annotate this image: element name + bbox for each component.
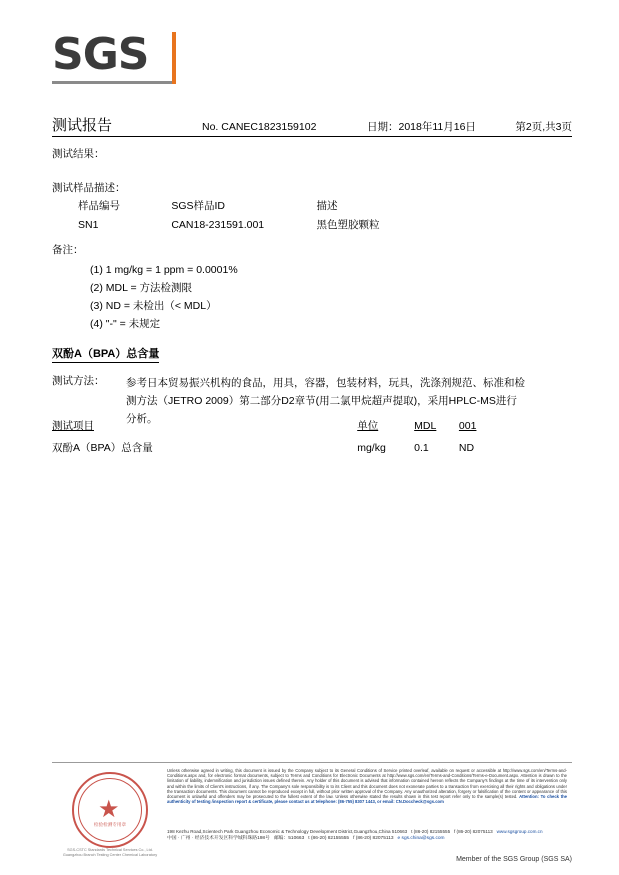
table-header-row — [52, 418, 520, 436]
result-table — [52, 418, 520, 455]
report-header-row — [52, 114, 572, 135]
table-row — [78, 217, 498, 232]
address-website: www.sgsgroup.com.cn — [496, 829, 543, 834]
cell-mdl: 0.1 — [414, 441, 429, 454]
col-sample-no: 样品编号 — [78, 200, 120, 212]
stamp-caption-line-2: Guangzhou Branch Testing Center Chemical Laboratory — [62, 853, 158, 858]
cell-sample-no: SN1 — [78, 218, 99, 231]
list-item: (1) 1 mg/kg = 1 ppm = 0.0001% — [90, 264, 238, 276]
table-header-row — [78, 198, 498, 217]
address-fax-en: f (86-20) 82075113 — [453, 829, 493, 834]
page-number: 第2页,共3页 — [515, 121, 572, 133]
cell-sgs-id: CAN18-231591.001 — [171, 218, 265, 231]
test-method-label: 测试方法： — [52, 375, 105, 387]
address-en: 198 Kezhu Road,Scientech Park Guangzhou Economic & Technology Development District,Guangzhou,China 510663 — [167, 829, 408, 834]
footer-address — [167, 828, 567, 842]
col-unit: 单位 — [357, 420, 379, 432]
address-cn: 中国 · 广州 · 经济技术开发区科学城科珠路198号 — [167, 836, 270, 841]
cell-unit: mg/kg — [357, 441, 386, 454]
address-line-en — [167, 828, 567, 835]
footer-divider — [52, 762, 572, 763]
address-line-cn — [167, 835, 567, 842]
star-icon: ★ — [98, 796, 120, 823]
col-sgs-id: SGS样品ID — [171, 200, 226, 212]
section-heading-bpa: 双酚A（BPA）总含量 — [52, 345, 159, 363]
stamp-chinese-text: 检验检测专用章 — [93, 822, 127, 827]
stamp-caption-line-1: SGS-CSTC Standards Technical Services Co., Ltd. — [67, 848, 153, 852]
address-tel-en: t (86-20) 82155555 — [411, 829, 451, 834]
cell-result: ND — [458, 441, 475, 454]
address-cn-fax: f (86-20) 82075113 — [353, 836, 394, 841]
sgs-logo-text: SGS — [52, 29, 149, 80]
report-number: No. CANEC1823159102 — [202, 121, 317, 133]
sample-description-label: 测试样品描述： — [52, 182, 126, 194]
verification-notice: Attention: To check the authenticity of testing /inspection report & certificate, please contact us at telephone: (86-755) 8307 1443, or email: CN.Doccheck@sgs.com — [167, 794, 568, 805]
table-row — [52, 436, 520, 455]
results-label: 测试结果： — [52, 148, 105, 160]
col-description: 描述 — [316, 200, 338, 212]
member-note: Member of the SGS Group (SGS SA) — [456, 856, 572, 863]
remarks-list — [90, 261, 238, 333]
footer — [52, 766, 572, 866]
report-date: 日期：2018年11月16日 — [367, 121, 476, 133]
sgs-logo — [52, 29, 172, 84]
logo-accent-bar — [172, 32, 176, 84]
company-stamp — [58, 770, 162, 862]
col-test-item: 测试项目 — [52, 420, 94, 432]
address-cn-tel: t (86-20) 82155555 — [308, 836, 350, 841]
list-item: (3) ND = 未检出（< MDL） — [90, 300, 217, 312]
address-cn-mail: e sgs.china@sgs.com — [397, 836, 445, 841]
list-item: (2) MDL = 方法检测限 — [90, 282, 192, 294]
col-mdl: MDL — [414, 419, 437, 432]
legal-disclaimer — [167, 768, 567, 804]
logo-underline — [52, 81, 172, 84]
cell-description: 黑色塑胶颗粒 — [316, 219, 380, 231]
legal-text: Unless otherwise agreed in writing, this document is issued by the Company subject to its General Conditions of Service printed overleaf, available on request or accessible at http://www.sgs.com/en/Terms-and-Conditions.aspx and, for electronic format documents, subject to Terms and Conditions for Electronic Documents at http://www.sgs.com/en/Terms-and-Conditions/Terms-e-Document.aspx. Attention is drawn to the limitation of liability, indemnification and jurisdiction issues defined therein. Any holder of this document is advised that information contained hereon reflects the Company's findings at the time of its intervention only and within the limits of Client's instructions, if any. The Company's sole responsibility is to its Client and this document does not exonerate parties to a transaction from exercising all their rights and obligations under the transaction documents. This document cannot be reproduced except in full, without prior written approval of the Company. Any unauthorized alteration, forgery or falsification of the content or appearance of this document is unlawful and offenders may be prosecuted to the fullest extent of the law. Unless otherwise stated the results shown in this test report refer only to the sample(s) tested. — [167, 768, 567, 800]
stamp-caption — [58, 848, 162, 858]
col-sample-001: 001 — [458, 419, 477, 432]
test-method-text: 参考日本贸易振兴机构的食品，用具，容器，包装材料，玩具，洗涤剂规范、标准和检测方法（JETRO 2009）第二部分D2章节(用二氯甲烷超声提取)，采用HPLC-MS进行分析。 — [126, 377, 525, 425]
remarks-label: 备注： — [52, 244, 84, 256]
cell-test-item: 双酚A（BPA）总含量 — [52, 442, 153, 454]
sample-table — [78, 198, 498, 232]
list-item: (4) "-" = 未规定 — [90, 318, 161, 330]
header-divider — [52, 136, 572, 137]
address-cn-zip: 邮编：510663 — [273, 836, 305, 841]
page-title: 测试报告 — [52, 117, 113, 134]
